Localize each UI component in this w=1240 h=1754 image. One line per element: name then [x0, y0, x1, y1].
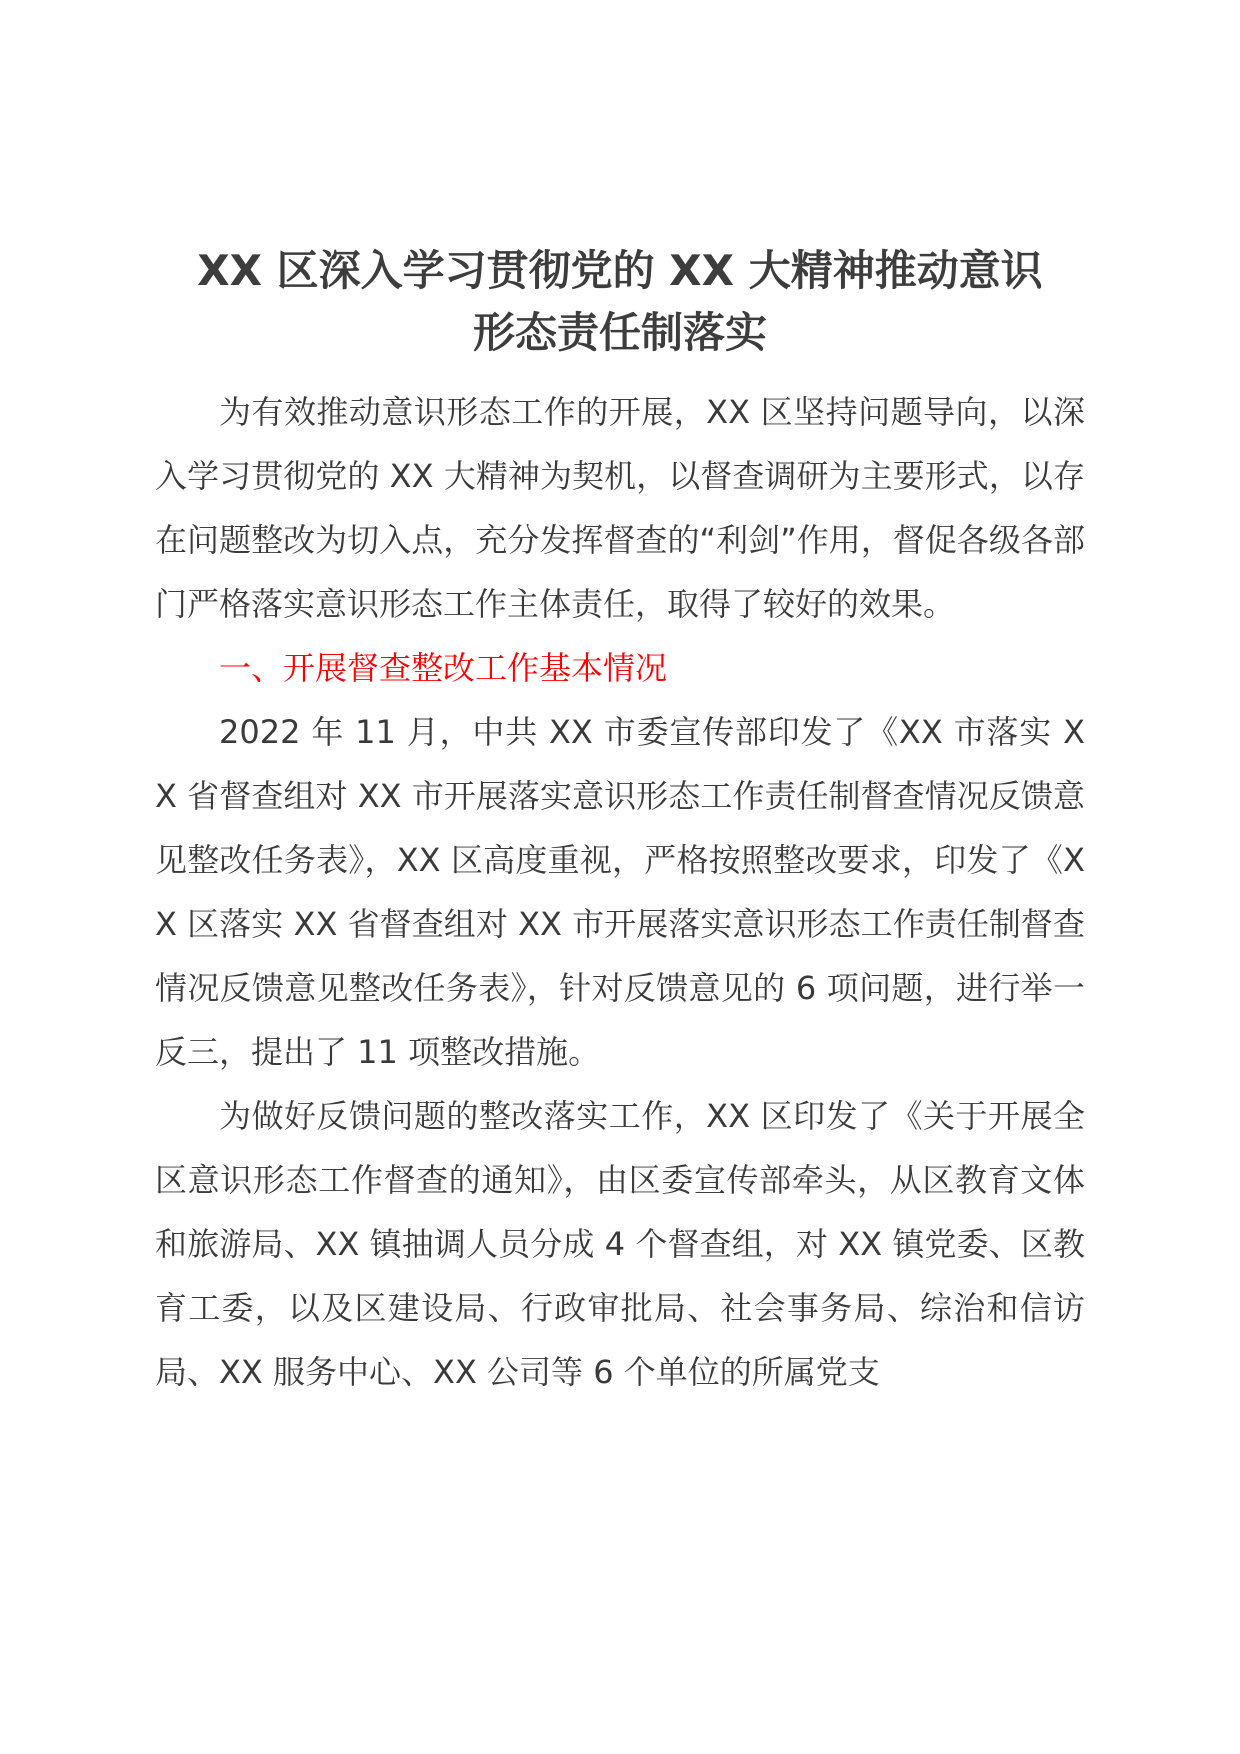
document-title: [155, 240, 1085, 364]
title-line-2: 形态责任制落实: [472, 308, 767, 357]
body-paragraph-1: 2022 年 11 月，中共 XX 市委宣传部印发了《XX 市落实 XX 省督查组对 XX 市开展落实意识形态工作责任制督查情况反馈意见整改任务表》，XX 区高度重视，严格按照整改要求，印发了《XX 区落实 XX 省督查组对 XX 市开展落实意识形态工作责任制督查情况反馈意见整改任务表》，针对反馈意见的 6 项问题，进行举一反三，提出了 11 项整改措施。: [155, 713, 1085, 1071]
intro-paragraph: 为有效推动意识形态工作的开展，XX 区坚持问题导向，以深入学习贯彻党的 XX 大精神为契机，以督查调研为主要形式，以存在问题整改为切入点，充分发挥督查的“利剑”作用，督促各级各部门严格落实意识形态工作主体责任，取得了较好的效果。: [155, 393, 1085, 623]
section-heading-1: 一、开展督查整改工作基本情况: [219, 649, 668, 687]
title-line-1: XX 区深入学习贯彻党的 XX 大精神推动意识: [197, 246, 1043, 295]
document-body: [155, 240, 1085, 1404]
body-paragraph-2: 为做好反馈问题的整改落实工作，XX 区印发了《关于开展全区意识形态工作督查的通知》，由区委宣传部牵头，从区教育文体和旅游局、XX 镇抽调人员分成 4 个督查组，对 XX 镇党委、区教育工委，以及区建设局、行政审批局、社会事务局、综治和信访局、XX 服务中心、XX 公司等 6 个单位的所属党支: [155, 1097, 1085, 1391]
